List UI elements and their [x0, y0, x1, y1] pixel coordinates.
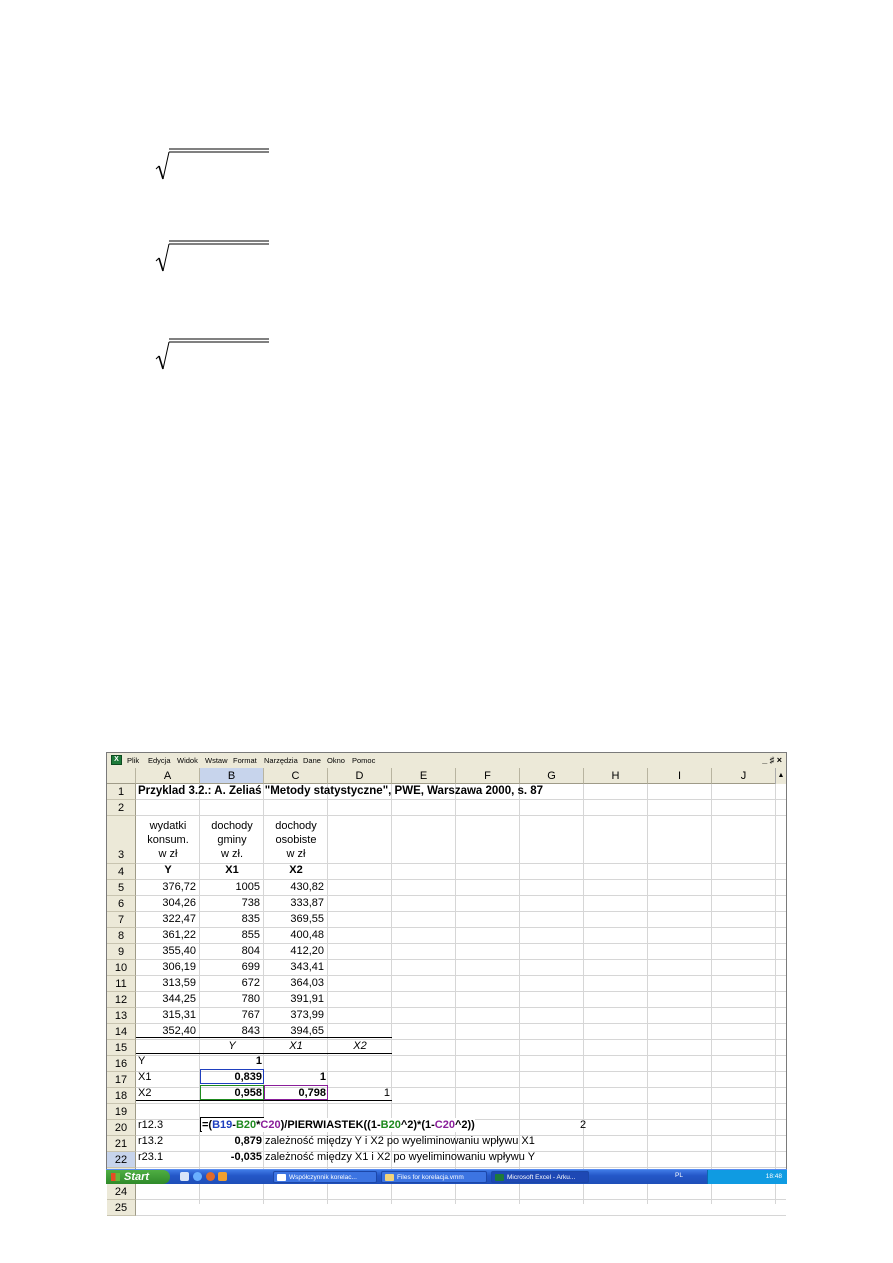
- label-r13-2[interactable]: r13.2: [138, 1135, 164, 1147]
- data-cell[interactable]: 412,20: [290, 945, 324, 957]
- sqrt-symbol-3: [152, 337, 270, 371]
- data-cell[interactable]: 855: [241, 929, 260, 941]
- data-cell[interactable]: 306,19: [162, 961, 196, 973]
- formula-text[interactable]: [202, 1118, 475, 1132]
- task-label: Files for korelacja.vmm: [397, 1174, 464, 1181]
- sqrt-symbol-1: [152, 147, 270, 181]
- data-cell[interactable]: 672: [241, 977, 260, 989]
- menu-file[interactable]: Plik: [127, 756, 140, 765]
- data-cell[interactable]: 373,99: [290, 1009, 324, 1021]
- corr-table-top-border: [136, 1037, 392, 1038]
- row-header-8[interactable]: 8: [107, 928, 136, 944]
- data-cell[interactable]: 767: [241, 1009, 260, 1021]
- formula-ref-b20: B20: [235, 1119, 257, 1131]
- data-cell[interactable]: 835: [241, 913, 260, 925]
- gridline-horizontal: [136, 1199, 786, 1200]
- gridline-horizontal: [136, 799, 786, 800]
- menu-insert[interactable]: Wstaw: [205, 756, 228, 765]
- row-header-16[interactable]: 16: [107, 1056, 136, 1072]
- sheet-title[interactable]: Przyklad 3.2.: A. Zeliaś "Metody statystyczne", PWE, Warszawa 2000, s. 87: [138, 785, 544, 797]
- row-header-21[interactable]: 21: [107, 1136, 136, 1152]
- gridline-horizontal: [136, 1215, 786, 1216]
- data-cell[interactable]: 313,59: [162, 977, 196, 989]
- menu-window[interactable]: Okno: [327, 756, 345, 765]
- corr-header-x1[interactable]: X1: [289, 1040, 303, 1052]
- row-header-3[interactable]: 3: [107, 816, 136, 864]
- word-icon: [277, 1174, 286, 1181]
- formula-ref-b20: B20: [380, 1119, 401, 1131]
- data-cell[interactable]: 344,25: [162, 993, 196, 1005]
- menu-edit[interactable]: Edycja: [148, 756, 171, 765]
- quicklaunch-media-icon[interactable]: [206, 1172, 215, 1181]
- folder-icon: [385, 1174, 394, 1181]
- gridline-horizontal: [136, 815, 786, 816]
- data-cell[interactable]: 738: [241, 897, 260, 909]
- quicklaunch-desktop-icon[interactable]: [180, 1172, 189, 1181]
- column-header-i[interactable]: I: [648, 768, 712, 784]
- gridline-horizontal: [136, 1103, 786, 1104]
- corr-row-label[interactable]: X1: [138, 1071, 152, 1083]
- data-cell[interactable]: 391,91: [290, 993, 324, 1005]
- gridline-vertical: [583, 784, 584, 1204]
- varname-x2[interactable]: X2: [289, 864, 303, 876]
- row-header-7[interactable]: 7: [107, 912, 136, 928]
- gridline-vertical: [647, 784, 648, 1204]
- start-button[interactable]: [106, 1170, 170, 1184]
- row-header-15[interactable]: 15: [107, 1040, 136, 1056]
- task-folder[interactable]: [381, 1171, 487, 1183]
- label-r12-3[interactable]: r12.3: [138, 1119, 164, 1131]
- corr-cell[interactable]: 0,839: [234, 1071, 262, 1083]
- gridline-vertical: [711, 784, 712, 1204]
- formula-part: )/PIERWIASTEK((1-: [280, 1119, 381, 1131]
- menu-help[interactable]: Pomoc: [352, 756, 376, 765]
- data-cell[interactable]: 352,40: [162, 1025, 196, 1037]
- column-header-c[interactable]: C: [264, 768, 328, 784]
- row-header-24[interactable]: 24: [107, 1184, 136, 1200]
- varname-y[interactable]: Y: [164, 864, 172, 876]
- header-a-1[interactable]: wydatki: [149, 820, 187, 832]
- excel-window: [106, 752, 787, 1214]
- clock[interactable]: 18:48: [765, 1173, 782, 1180]
- formula-part: ^2)*(1-: [400, 1119, 435, 1131]
- corr-row-label[interactable]: X2: [138, 1087, 152, 1099]
- window-controls[interactable]: _ ♯ ×: [762, 755, 782, 765]
- data-cell[interactable]: 343,41: [290, 961, 324, 973]
- taskbar: [106, 1169, 787, 1184]
- header-b-3[interactable]: w zł.: [221, 848, 243, 860]
- start-label: Start: [124, 1171, 150, 1183]
- column-header-b[interactable]: B: [200, 768, 264, 784]
- corr-cell[interactable]: 1: [383, 1087, 390, 1099]
- formula-part: ^2)): [454, 1119, 475, 1131]
- data-cell[interactable]: 843: [241, 1025, 260, 1037]
- formula-part: -: [232, 1119, 236, 1131]
- data-cell[interactable]: 361,22: [162, 929, 196, 941]
- column-header-j[interactable]: J: [712, 768, 776, 784]
- data-cell[interactable]: 1005: [235, 881, 260, 893]
- row-header-2[interactable]: 2: [107, 800, 136, 816]
- corr-table-header-border: [136, 1053, 392, 1054]
- data-cell[interactable]: 322,47: [162, 913, 196, 925]
- data-cell[interactable]: 400,48: [290, 929, 324, 941]
- task-label: Współczynnik korelac...: [289, 1174, 357, 1181]
- column-header-d[interactable]: D: [328, 768, 392, 784]
- quicklaunch-app-icon[interactable]: [218, 1172, 227, 1181]
- row-header-6[interactable]: 6: [107, 896, 136, 912]
- menu-tools[interactable]: Narzędzia: [264, 756, 298, 765]
- row-header-10[interactable]: 10: [107, 960, 136, 976]
- data-cell[interactable]: 304,26: [162, 897, 196, 909]
- header-a-3[interactable]: w zł: [158, 848, 178, 860]
- excel-app-icon[interactable]: X: [111, 755, 122, 765]
- task-excel[interactable]: [491, 1171, 589, 1183]
- formula-part: *: [256, 1119, 261, 1131]
- column-header-g[interactable]: G: [520, 768, 584, 784]
- system-tray: [707, 1170, 787, 1184]
- row-header-20[interactable]: 20: [107, 1120, 136, 1136]
- quicklaunch-ie-icon[interactable]: [193, 1172, 202, 1181]
- row-header-5[interactable]: 5: [107, 880, 136, 896]
- scroll-up-arrow-icon[interactable]: ▲: [775, 768, 786, 784]
- row-header-13[interactable]: 13: [107, 1008, 136, 1024]
- gridline-horizontal: [136, 1167, 786, 1168]
- column-header-h[interactable]: H: [584, 768, 648, 784]
- corr-cell[interactable]: 0,798: [298, 1087, 326, 1099]
- header-c-3[interactable]: w zł: [286, 848, 306, 860]
- data-cell[interactable]: 333,87: [290, 897, 324, 909]
- header-a-2[interactable]: konsum.: [147, 834, 189, 846]
- value-r23-1[interactable]: -0,035: [230, 1151, 262, 1163]
- windows-logo-icon: [111, 1173, 120, 1181]
- column-header-a[interactable]: A: [136, 768, 200, 784]
- corr-cell[interactable]: 0,958: [234, 1087, 262, 1099]
- corr-table-bottom-border: [136, 1100, 392, 1101]
- row-header-18[interactable]: 18: [107, 1088, 136, 1104]
- data-cell[interactable]: 699: [241, 961, 260, 973]
- select-all-corner[interactable]: [107, 768, 136, 784]
- corr-header-y[interactable]: Y: [228, 1040, 236, 1052]
- data-cell[interactable]: 394,65: [290, 1025, 324, 1037]
- formula-ref-c20: C20: [260, 1119, 281, 1131]
- column-header-f[interactable]: F: [456, 768, 520, 784]
- header-c-1[interactable]: dochody: [275, 820, 317, 832]
- data-cell[interactable]: 369,55: [290, 913, 324, 925]
- data-cell[interactable]: 430,82: [290, 881, 324, 893]
- note-r13-2[interactable]: zależność między Y i X2 po wyeliminowaniu wpływu X1: [265, 1135, 535, 1147]
- formula-ref-b19: B19: [212, 1119, 233, 1131]
- formula-ref-c20: C20: [434, 1119, 455, 1131]
- formula-part: =(: [202, 1119, 213, 1131]
- row-header-25[interactable]: 25: [107, 1200, 136, 1216]
- sqrt-symbol-2: [152, 239, 270, 273]
- corr-cell[interactable]: 1: [255, 1055, 262, 1067]
- data-cell[interactable]: 780: [241, 993, 260, 1005]
- header-b-2[interactable]: gminy: [217, 834, 247, 846]
- corr-header-x2[interactable]: X2: [353, 1040, 367, 1052]
- row-header-9[interactable]: 9: [107, 944, 136, 960]
- data-cell[interactable]: 355,40: [162, 945, 196, 957]
- menu-bar: [107, 753, 786, 769]
- value-r13-2[interactable]: 0,879: [234, 1135, 262, 1147]
- corr-row-label[interactable]: Y: [138, 1055, 146, 1067]
- note-r23-1[interactable]: zależność między X1 i X2 po wyeliminowaniu wpływu Y: [265, 1151, 536, 1163]
- data-cell[interactable]: 315,31: [162, 1009, 196, 1021]
- row-header-19[interactable]: 19: [107, 1104, 136, 1120]
- row-header-14[interactable]: 14: [107, 1024, 136, 1040]
- row-header-1[interactable]: 1: [107, 784, 136, 800]
- header-c-2[interactable]: osobiste: [275, 834, 317, 846]
- label-r23-1[interactable]: r23.1: [138, 1151, 164, 1163]
- data-cell[interactable]: 376,72: [162, 881, 196, 893]
- row-header-4[interactable]: 4: [107, 864, 136, 880]
- language-indicator[interactable]: PL: [675, 1172, 683, 1179]
- menu-format[interactable]: Format: [233, 756, 257, 765]
- data-cell[interactable]: 804: [241, 945, 260, 957]
- column-header-e[interactable]: E: [392, 768, 456, 784]
- row-header-11[interactable]: 11: [107, 976, 136, 992]
- row-header-12[interactable]: 12: [107, 992, 136, 1008]
- data-cell[interactable]: 364,03: [290, 977, 324, 989]
- formula-overflow-digit: 2: [580, 1119, 587, 1131]
- corr-cell[interactable]: 1: [319, 1071, 326, 1083]
- row-header-22[interactable]: 22: [107, 1152, 136, 1168]
- row-header-17[interactable]: 17: [107, 1072, 136, 1088]
- excel-icon: [495, 1174, 504, 1181]
- header-b-1[interactable]: dochody: [211, 820, 253, 832]
- varname-x1[interactable]: X1: [225, 864, 239, 876]
- task-word[interactable]: [273, 1171, 377, 1183]
- task-label: Microsoft Excel - Arku...: [507, 1174, 576, 1181]
- menu-data[interactable]: Dane: [303, 756, 321, 765]
- gridline-vertical: [775, 784, 776, 1204]
- menu-view[interactable]: Widok: [177, 756, 198, 765]
